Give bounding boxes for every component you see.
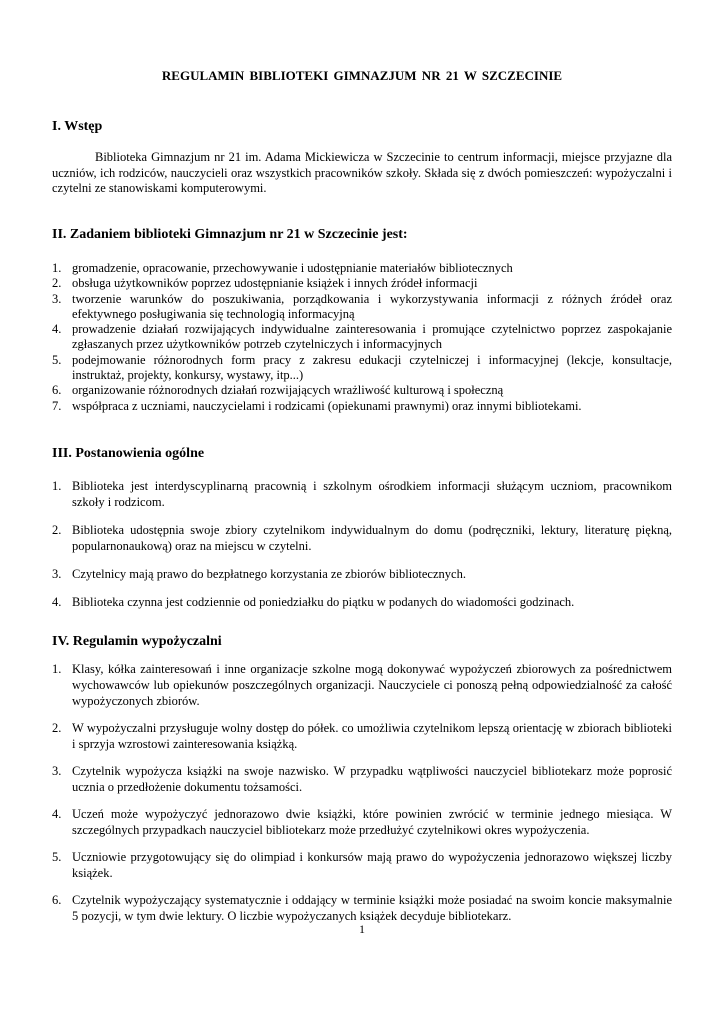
list-item	[52, 661, 672, 709]
list-item-number: 4.	[52, 807, 62, 821]
list-item-number: 1.	[52, 662, 62, 676]
list-item-text: Biblioteka czynna jest codziennie od poniedziałku do piątku w podanych do wiadomości godzinach.	[72, 595, 575, 609]
list-item-number: 3.	[52, 567, 62, 581]
lending-rules-list	[52, 661, 672, 924]
section-heading-wstep: I. Wstęp	[52, 119, 103, 134]
list-item-number: 2.	[52, 276, 62, 291]
list-item-number: 4.	[52, 322, 62, 337]
list-item-text: Uczeń może wypożyczyć jednorazowo dwie książki, które powinien zwrócić w terminie jednego miesiąca. W szczególnych przypadkach nauczyciel bibliotekarz może przedłużyć czytelnikowi okres wypożyczenia.	[72, 807, 672, 837]
list-item-number: 2.	[52, 523, 62, 537]
list-item-number: 7.	[52, 398, 62, 413]
list-item-text: gromadzenie, opracowanie, przechowywanie i udostępnianie materiałów bibliotecznych	[72, 261, 513, 275]
document-title: REGULAMIN BIBLIOTEKI GIMNAZJUM NR 21 W SZCZECINIE	[161, 68, 563, 83]
list-item	[52, 763, 672, 795]
list-item-text: obsługa użytkowników poprzez udostępnianie książek i innych źródeł informacji	[72, 276, 478, 291]
list-item-text: Biblioteka udostępnia swoje zbiory czytelnikom indywidualnym do domu (podręczniki, lektury, literaturę piękną, popularnonaukową) oraz na miejscu w czytelni.	[72, 523, 672, 553]
list-item-number: 6.	[52, 893, 62, 907]
list-item-number: 3.	[52, 764, 62, 778]
section-heading-zadania: II. Zadaniem biblioteki Gimnazjum nr 21 w Szczecinie jest:	[52, 227, 408, 242]
list-item	[52, 522, 672, 554]
page-number: 1	[359, 922, 365, 936]
list-item-number: 1.	[52, 479, 62, 493]
section-heading-regulamin: IV. Regulamin wypożyczalni	[52, 634, 222, 649]
list-item	[52, 261, 672, 276]
list-item-text: tworzenie warunków do poszukiwania, porządkowania i wykorzystywania informacji z różnych źródeł oraz efektywnego posługiwania się technologią informacyjną	[72, 291, 672, 321]
list-item-text: prowadzenie działań rozwijających indywidualne zainteresowania i promujące czytelnictwo poprzez zaspokajanie zgłaszanych przez użytkowników potrzeb czytelniczych i informacyjnych	[72, 322, 672, 352]
list-item	[52, 892, 672, 924]
list-item-text: Biblioteka jest interdyscyplinarną pracownią i szkolnym ośrodkiem informacji służącym uczniom, pracownikom szkoły i rodzicom.	[72, 479, 672, 509]
list-item-number: 3.	[52, 291, 62, 306]
list-item-text: Czytelnik wypożyczający systematycznie i oddający w terminie książki może posiadać na swoim koncie maksymalnie 5 pozycji, w tym dwie lektury. O liczbie wypożyczanych książek decyduje bibliotekarz.	[72, 893, 672, 923]
list-item-number: 2.	[52, 721, 62, 735]
list-item-number: 6.	[52, 383, 62, 398]
tasks-list	[52, 261, 672, 414]
list-item	[52, 383, 672, 398]
list-item	[52, 806, 672, 838]
general-provisions-list	[52, 478, 672, 610]
list-item	[52, 399, 672, 414]
list-item-text: Uczniowie przygotowujący się do olimpiad i konkursów mają prawo do wypożyczenia jednorazowo większej liczby książek.	[72, 850, 672, 880]
list-item	[52, 566, 672, 582]
list-item	[52, 353, 672, 384]
list-item	[52, 276, 672, 291]
list-item	[52, 292, 672, 323]
list-item-number: 5.	[52, 352, 62, 367]
list-item	[52, 322, 672, 353]
list-item	[52, 720, 672, 752]
list-item-text: Klasy, kółka zainteresowań i inne organizacje szkolne mogą dokonywać wypożyczeń zbiorowych za pośrednictwem wychowawców lub opiekunów poszczególnych organizacji. Nauczyciele ci ponoszą pełną odpowiedzialność za całość wypożyczonych zbiorów.	[72, 662, 672, 708]
list-item	[52, 849, 672, 881]
list-item	[52, 594, 672, 610]
list-item-text: Czytelnicy mają prawo do bezpłatnego korzystania ze zbiorów bibliotecznych.	[72, 567, 466, 581]
list-item-text: organizowanie różnorodnych działań rozwijających wrażliwość kulturową i społeczną	[72, 383, 504, 398]
list-item-number: 5.	[52, 850, 62, 864]
list-item-text: W wypożyczalni przysługuje wolny dostęp do półek. co umożliwia czytelnikom lepszą orientację w zbiorach biblioteki i sprzyja wzrostowi zainteresowania książką.	[72, 721, 672, 751]
list-item-number: 1.	[52, 261, 62, 275]
section-heading-postanowienia: III. Postanowienia ogólne	[52, 446, 205, 461]
list-item-text: współpraca z uczniami, nauczycielami i rodzicami (opiekunami prawnymi) oraz innymi bibliotekami.	[72, 398, 582, 413]
list-item-text: Czytelnik wypożycza książki na swoje nazwisko. W przypadku wątpliwości nauczyciel bibliotekarz może poprosić ucznia o przedłożenie dokumentu tożsamości.	[72, 764, 672, 794]
intro-paragraph: Biblioteka Gimnazjum nr 21 im. Adama Mickiewicza w Szczecinie to centrum informacji, miejsce przyjazne dla uczniów, ich rodziców, nauczycieli oraz wszystkich pracowników szkoły. Składa się z dwóch pomieszczeń: wypożyczalni i czytelni ze stanowiskami komputerowymi.	[52, 150, 672, 195]
list-item-text: podejmowanie różnorodnych form pracy z zakresu edukacji czytelniczej i informacyjnej (lekcje, konsultacje, instruktaż, projekty, konkursy, wystawy, itp...)	[72, 352, 672, 383]
list-item	[52, 478, 672, 510]
list-item-number: 4.	[52, 595, 62, 609]
